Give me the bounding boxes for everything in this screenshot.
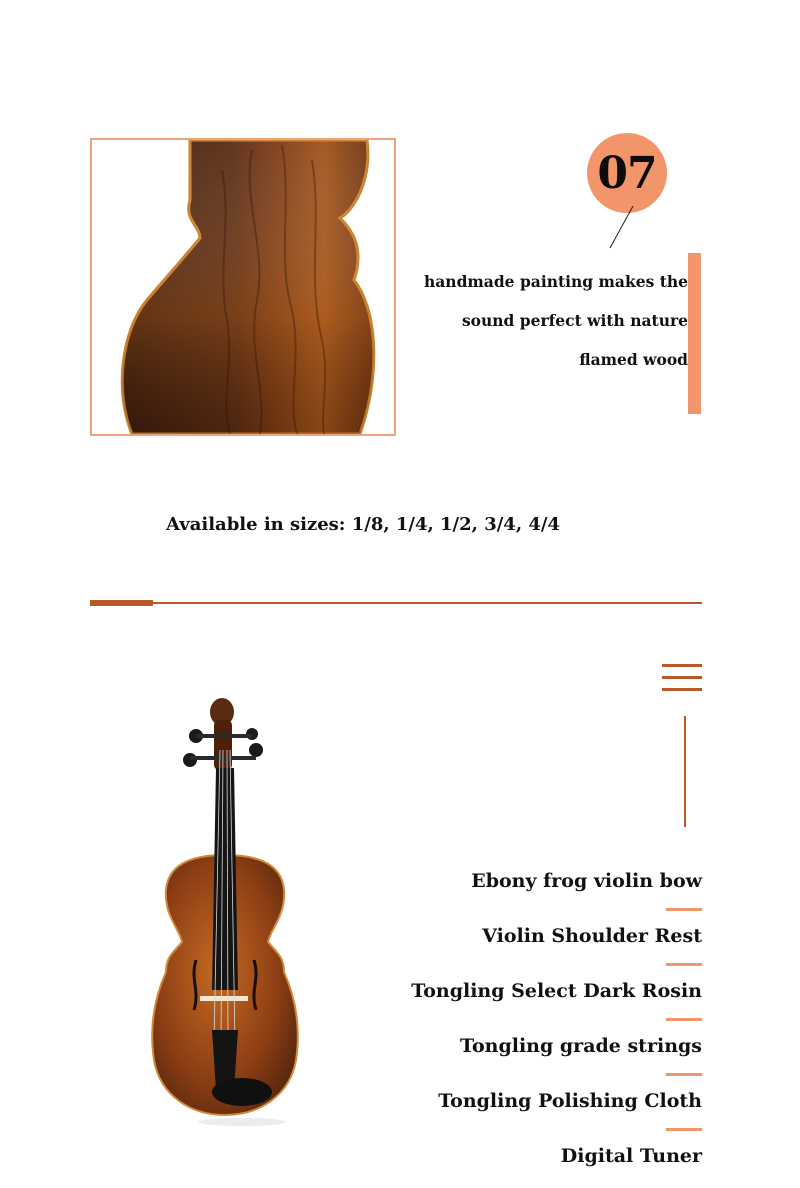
accessory-label: Digital Tuner <box>560 1145 702 1167</box>
list-item <box>380 1078 702 1133</box>
violin-image <box>130 690 320 1130</box>
accessory-label: Tongling grade strings <box>460 1035 702 1057</box>
feature-description-line: handmade painting makes the <box>423 272 688 291</box>
accessory-underline <box>666 1128 702 1131</box>
accessory-underline <box>666 908 702 911</box>
section-divider-accent <box>90 600 153 606</box>
menu-lines-icon <box>662 664 702 694</box>
vertical-accent-line <box>684 716 686 827</box>
feature-number: 07 <box>597 147 657 199</box>
feature-description-line: flamed wood <box>579 350 688 369</box>
section-divider <box>90 602 702 604</box>
available-sizes-text: Available in sizes: 1/8, 1/4, 1/2, 3/4, 4/4 <box>166 514 560 535</box>
accessories-list <box>380 858 702 1188</box>
accessory-underline <box>666 963 702 966</box>
feature-description <box>400 262 688 379</box>
list-item <box>380 968 702 1023</box>
accessory-label: Violin Shoulder Rest <box>482 925 702 947</box>
list-item <box>380 913 702 968</box>
list-item <box>380 1133 702 1188</box>
leader-line <box>0 0 800 300</box>
accent-side-bar <box>688 253 701 414</box>
feature-description-line: sound perfect with nature <box>461 311 688 330</box>
list-item <box>380 1023 702 1078</box>
list-item <box>380 858 702 913</box>
accessory-label: Ebony frog violin bow <box>471 870 702 892</box>
accessory-label: Tongling Polishing Cloth <box>438 1090 702 1112</box>
accessory-label: Tongling Select Dark Rosin <box>411 980 702 1002</box>
accessory-underline <box>666 1073 702 1076</box>
accessory-underline <box>666 1018 702 1021</box>
